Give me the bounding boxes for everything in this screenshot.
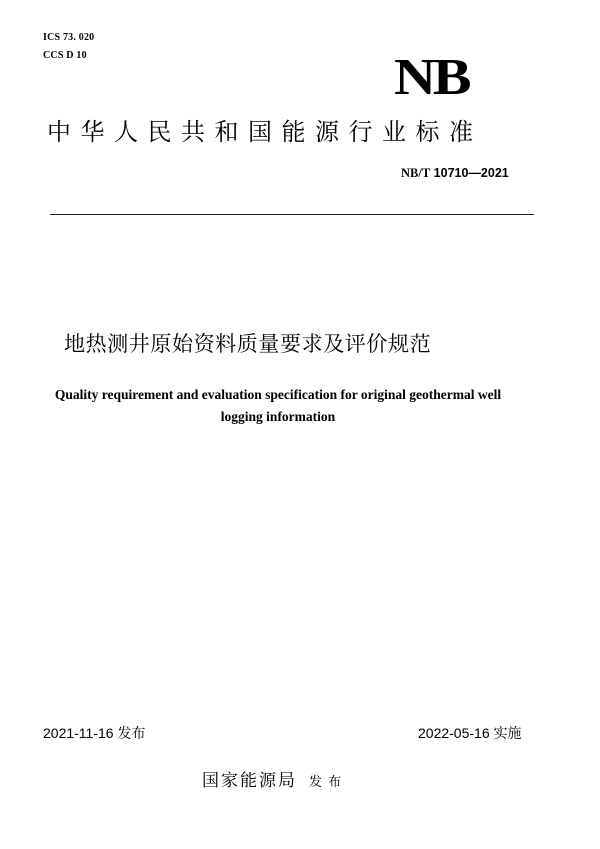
- header-divider: [50, 214, 534, 215]
- nb-logo: NB: [394, 49, 469, 106]
- ics-code: ICS 73. 020: [43, 32, 95, 43]
- issue-date: 2021-11-16 发布: [43, 725, 146, 741]
- standard-code-prefix: NB/T: [401, 166, 431, 180]
- title-chinese: 地热测井原始资料质量要求及评价规范: [64, 332, 432, 356]
- title-english-line-1: Quality requirement and evaluation specification for original geothermal well: [54, 387, 502, 402]
- implementation-date: 2022-05-16 实施: [418, 725, 522, 741]
- title-english: [38, 384, 518, 428]
- publisher: [202, 766, 342, 791]
- ccs-code: CCS D 10: [43, 50, 87, 61]
- standard-code-number: 10710—2021: [433, 166, 509, 180]
- standard-type-heading: 中华人民共和国能源行业标准: [47, 118, 483, 146]
- publisher-name: 国家能源局: [202, 771, 297, 791]
- title-english-line-2: logging information: [220, 409, 336, 424]
- publish-label: 发 布: [309, 775, 343, 790]
- standard-code: [401, 166, 509, 181]
